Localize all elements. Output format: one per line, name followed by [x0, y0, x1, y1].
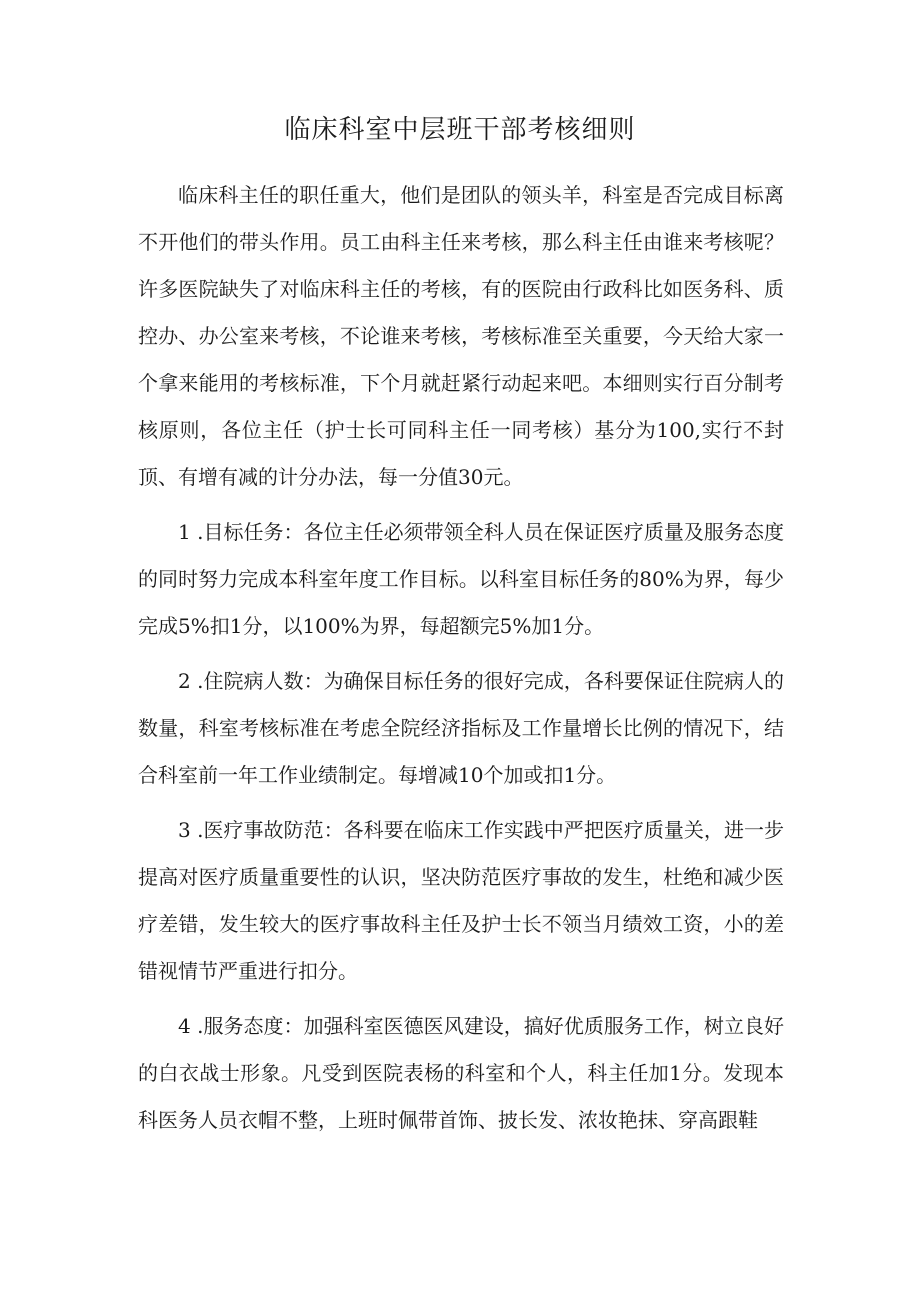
item-3-accident-prevention: 3 .医疗事故防范：各科要在临床工作实践中严把医疗质量关，进一步提高对医疗质量重要性的认识，坚决防范医疗事故的发生，杜绝和减少医疗差错，发生较大的医疗事故科主任及护士长不领当月绩效工资，小的差错视情节严重进行扣分。	[138, 818, 784, 983]
document-body	[138, 172, 784, 1152]
document-title: 临床科室中层班干部考核细则	[284, 115, 636, 145]
intro-paragraph: 临床科主任的职任重大，他们是团队的领头羊，科室是否完成目标离不开他们的带头作用。员工由科主任来考核，那么科主任由谁来考核呢？许多医院缺失了对临床科主任的考核，有的医院由行政科比如医务科、质控办、办公室来考核，不论谁来考核，考核标准至关重要，今天给大家一个拿来能用的考核标准，下个月就赶紧行动起来吧。本细则实行百分制考核原则，各位主任（护士长可同科主任一同考核）基分为100,实行不封顶、有增有减的计分办法，每一分值30元。	[138, 183, 784, 489]
item-2-inpatient-count: 2 .住院病人数：为确保目标任务的很好完成，各科要保证住院病人的数量，科室考核标准在考虑全院经济指标及工作量增长比例的情况下，结合科室前一年工作业绩制定。每增减10个加或扣1分。	[138, 669, 784, 787]
item-4-service-attitude: 4 .服务态度：加强科室医德医风建设，搞好优质服务工作，树立良好的白衣战士形象。凡受到医院表杨的科室和个人，科主任加1分。发现本科医务人员衣帽不整，上班时佩带首饰、披长发、浓妆艳抹、穿高跟鞋	[138, 1014, 784, 1132]
item-1-target-tasks: 1 .目标任务：各位主任必须带领全科人员在保证医疗质量及服务态度的同时努力完成本科室年度工作目标。以科室目标任务的80%为界，每少完成5%扣1分，以100%为界，每超额完5%加1分。	[138, 520, 784, 638]
